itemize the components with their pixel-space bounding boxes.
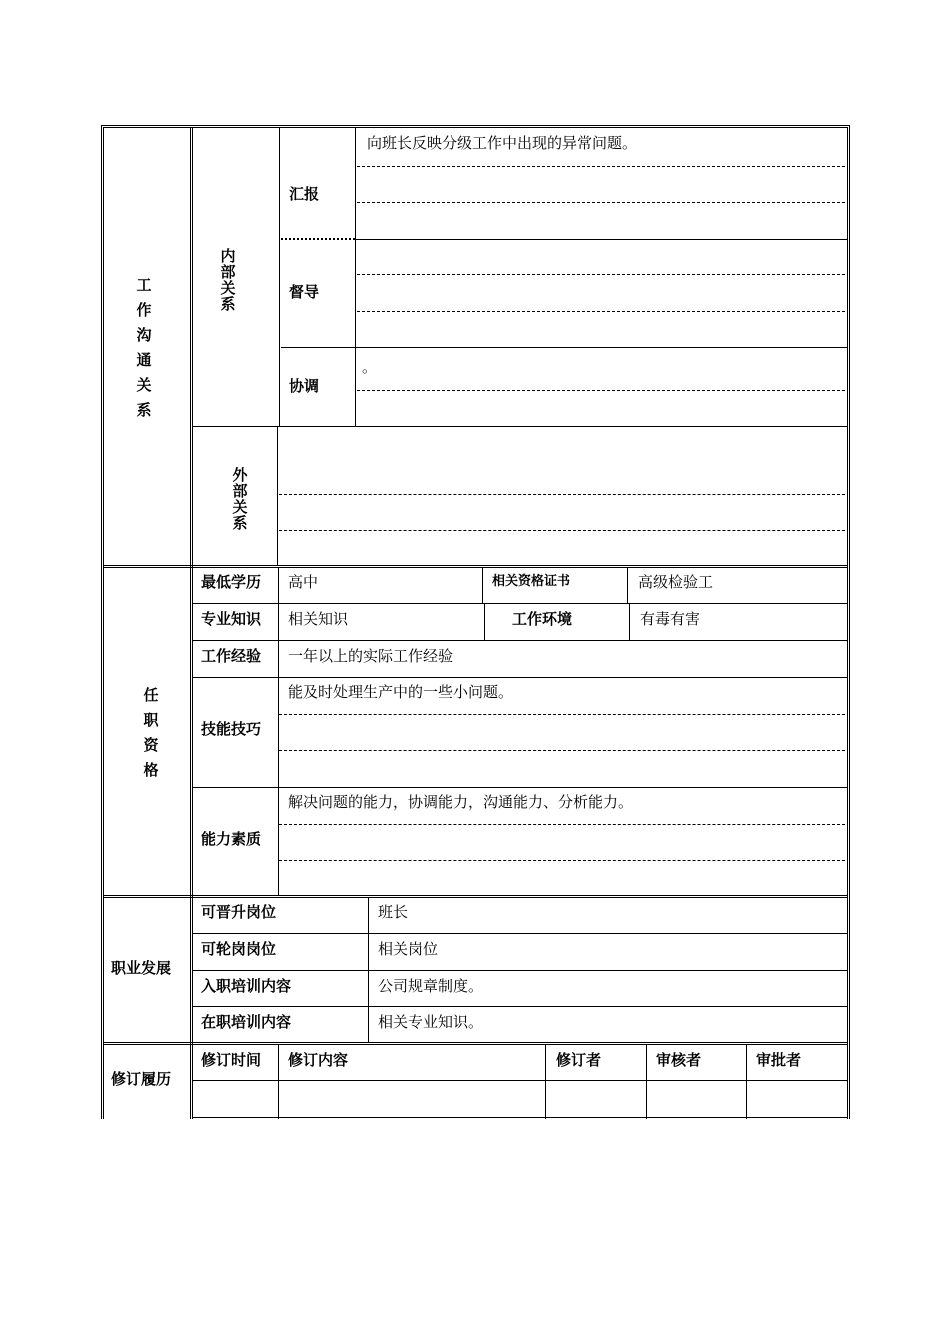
row-divider-bottom xyxy=(193,1117,847,1118)
external-relations-label: 外部关系 xyxy=(232,466,248,532)
coordinate-label: 协调 xyxy=(289,377,320,395)
row-divider xyxy=(193,1006,847,1007)
environment-value: 有毒有害 xyxy=(640,610,701,628)
onboarding-value: 公司规章制度。 xyxy=(378,977,484,995)
row-divider-coordinate xyxy=(281,347,847,348)
section-label-career: 职业发展 xyxy=(111,959,172,977)
col-divider xyxy=(627,568,628,603)
col-divider xyxy=(278,1045,279,1119)
report-label: 汇报 xyxy=(289,185,320,203)
inservice-value: 相关专业知识。 xyxy=(378,1013,484,1031)
inservice-label: 在职培训内容 xyxy=(201,1013,292,1031)
promotion-value: 班长 xyxy=(378,903,409,921)
dash-line xyxy=(357,390,845,391)
row-divider xyxy=(193,970,847,971)
col-divider xyxy=(545,1045,546,1119)
knowledge-value: 相关知识 xyxy=(288,610,349,628)
dash-line xyxy=(357,166,845,167)
col-divider xyxy=(746,1045,747,1119)
dash-line xyxy=(279,530,845,531)
certificate-value: 高级检验工 xyxy=(638,573,714,591)
skills-label: 技能技巧 xyxy=(201,720,262,738)
onboarding-label: 入职培训内容 xyxy=(201,977,292,995)
col-divider-external xyxy=(277,427,278,565)
col-divider xyxy=(629,604,630,640)
section-divider-revision xyxy=(104,1042,847,1045)
dash-line xyxy=(357,311,845,312)
experience-value: 一年以上的实际工作经验 xyxy=(288,647,454,665)
row-divider-external xyxy=(193,426,847,427)
dotted-divider-report xyxy=(281,238,355,240)
dash-line xyxy=(279,714,845,715)
col-divider-qual-label xyxy=(278,568,279,895)
row-divider xyxy=(193,787,847,788)
row-divider xyxy=(193,933,847,934)
section-divider-career xyxy=(104,895,847,898)
col-divider xyxy=(482,568,483,603)
promotion-label: 可晋升岗位 xyxy=(201,903,277,921)
rotation-label: 可轮岗岗位 xyxy=(201,940,277,958)
ability-value: 解决问题的能力，协调能力，沟通能力、分析能力。 xyxy=(288,793,634,811)
section-divider-qualification xyxy=(104,565,847,568)
dash-line xyxy=(357,274,845,275)
col-approver: 审批者 xyxy=(756,1051,802,1069)
education-label: 最低学历 xyxy=(201,573,262,591)
col-divider xyxy=(646,1045,647,1119)
dash-line xyxy=(357,202,845,203)
dash-line xyxy=(279,860,845,861)
col-divider-sub xyxy=(355,128,356,426)
section-label-qualification: 任职资格 xyxy=(143,686,159,779)
row-divider xyxy=(193,677,847,678)
col-reviewer: 审核者 xyxy=(656,1051,702,1069)
col-revision-content: 修订内容 xyxy=(288,1051,349,1069)
section-label-revision: 修订履历 xyxy=(111,1070,172,1088)
dash-line xyxy=(279,494,845,495)
experience-label: 工作经验 xyxy=(201,647,262,665)
internal-relations-label: 内部关系 xyxy=(220,247,236,313)
row-divider xyxy=(193,603,847,604)
col-divider xyxy=(484,604,485,640)
section-label-communication: 工作沟通关系 xyxy=(136,276,152,419)
col-divider-internal xyxy=(279,128,280,426)
skills-value: 能及时处理生产中的一些小问题。 xyxy=(288,683,514,701)
ability-label: 能力素质 xyxy=(201,830,262,848)
report-text: 向班长反映分级工作中出现的异常问题。 xyxy=(367,134,638,152)
dash-line xyxy=(279,750,845,751)
row-divider xyxy=(193,1080,847,1081)
dash-line xyxy=(279,824,845,825)
col-revision-time: 修订时间 xyxy=(201,1051,262,1069)
knowledge-label: 专业知识 xyxy=(201,610,262,628)
row-divider xyxy=(193,640,847,641)
rotation-value: 相关岗位 xyxy=(378,940,439,958)
supervise-label: 督导 xyxy=(289,283,320,301)
education-value: 高中 xyxy=(288,573,319,591)
row-divider-supervise xyxy=(356,239,847,240)
environment-label: 工作环境 xyxy=(512,610,573,628)
certificate-label: 相关资格证书 xyxy=(492,574,571,589)
col-reviser: 修订者 xyxy=(556,1051,602,1069)
coordinate-text: 。 xyxy=(362,358,378,376)
